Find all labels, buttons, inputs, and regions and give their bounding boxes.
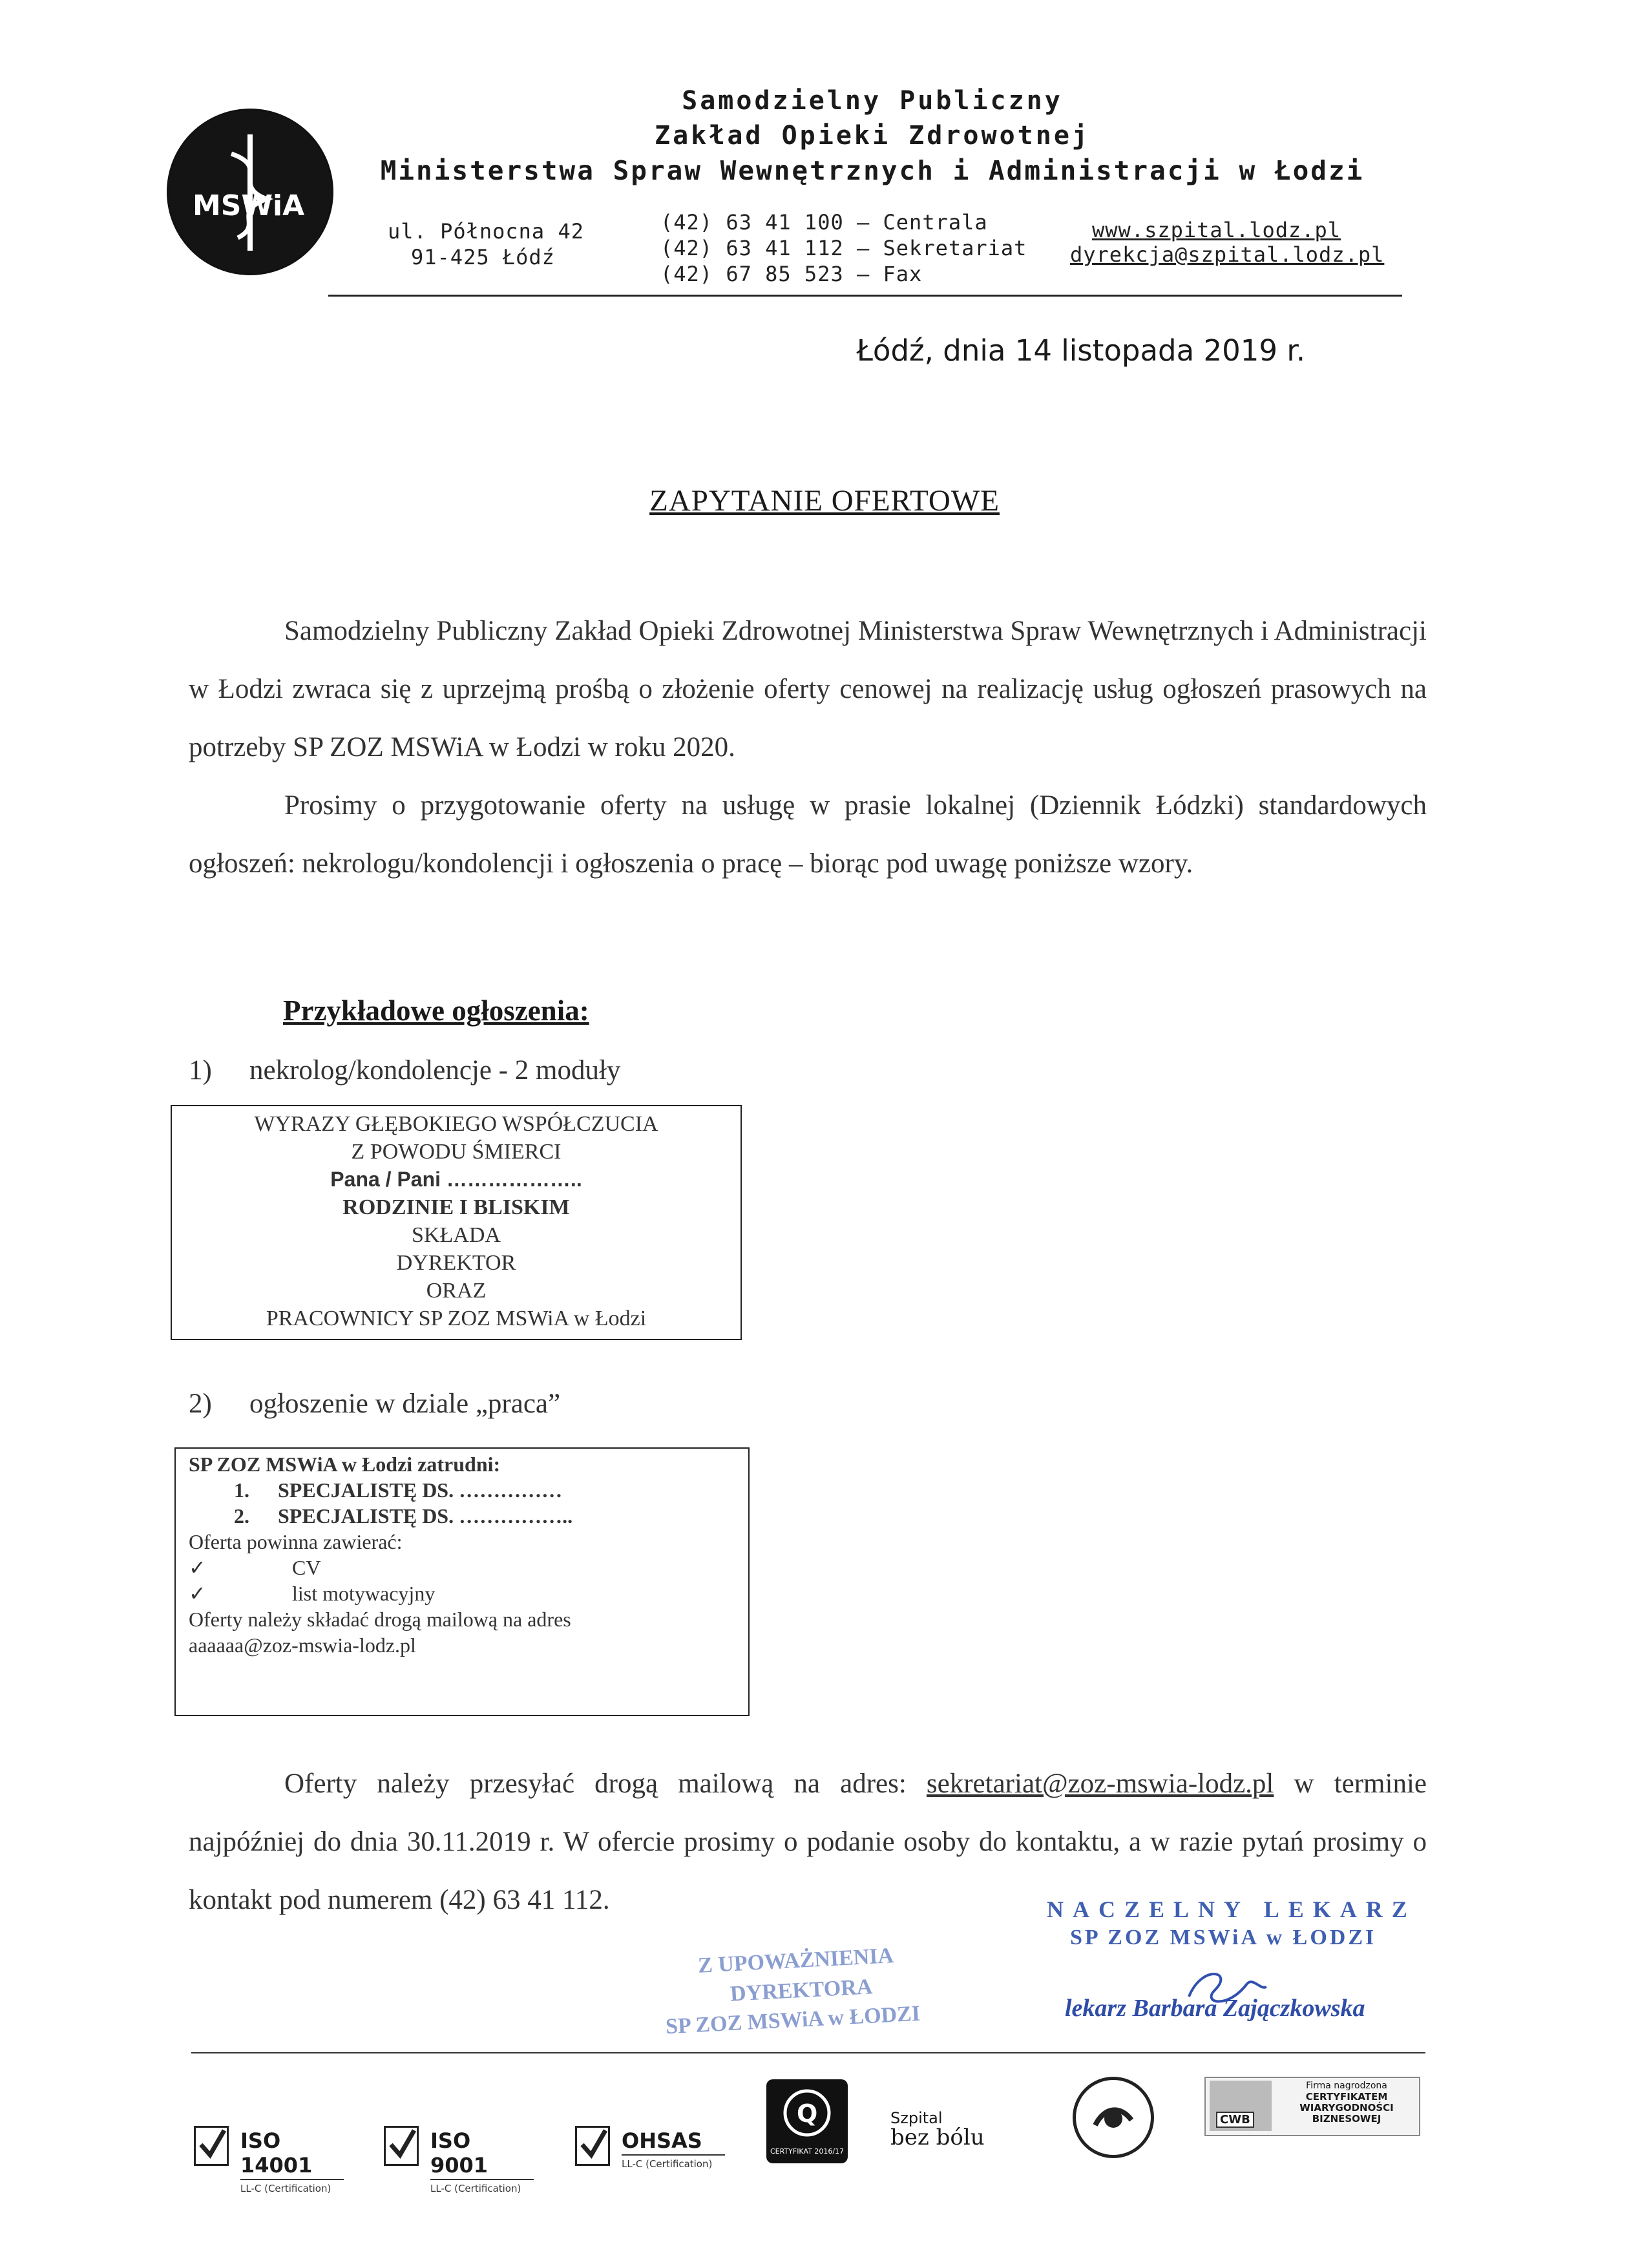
org-name-line1: Samodzielny Publiczny <box>682 86 1063 116</box>
job-ad-line-6: list motywacyjny <box>292 1582 436 1605</box>
job-ad-number-1: 1. <box>234 1478 249 1502</box>
closing-text-end: w terminie najpóźniej do dnia 30.11.2019 r. W ofercie prosimy o podanie osoby do kontaktu, a w razie pytań prosimy o kontakt pod numerem (42) 63 41 112. <box>189 1769 1427 1915</box>
szpital-bez-bolu-line1: Szpital <box>890 2109 943 2127</box>
checkbox-icon <box>575 2126 610 2166</box>
obituary-line-5: SKŁADA <box>412 1223 501 1247</box>
quality-cert-badge <box>766 2079 848 2163</box>
cert-iso14001-title: ISO 14001 <box>240 2128 313 2178</box>
signatory-name: lekarz Barbara Zajączkowska <box>1065 1995 1365 2022</box>
example-item-1-number: 1) <box>189 1055 212 1086</box>
mswia-logo <box>167 109 333 275</box>
example-item-1 <box>189 1055 620 1086</box>
phone-sekretariat: (42) 63 41 112 – Sekretariat <box>660 236 1027 260</box>
submission-email-link[interactable]: sekretariat@zoz-mswia-lodz.pl <box>926 1769 1274 1799</box>
job-ad-template-box <box>174 1447 750 1716</box>
stamp-authorization-line3: SP ZOZ MSWiA w ŁODZI <box>665 2001 921 2039</box>
cert-iso9001-sub: LL-C (Certification) <box>430 2183 521 2194</box>
cwb-line3: WIARYGODNOŚCI <box>1299 2102 1394 2114</box>
checkmark-icon: ✓ <box>189 1556 206 1579</box>
obituary-line-1: WYRAZY GŁĘBOKIEGO WSPÓŁCZUCIA <box>254 1112 658 1136</box>
document-title: ZAPYTANIE OFERTOWE <box>649 484 1000 518</box>
header-divider <box>328 295 1402 297</box>
email-link[interactable]: dyrekcja@szpital.lodz.pl <box>1070 242 1385 267</box>
job-ad-line-4: Oferta powinna zawierać: <box>189 1530 403 1553</box>
job-ad-line-2: SPECJALISTĘ DS. …………… <box>278 1478 563 1502</box>
examples-heading: Przykładowe ogłoszenia: <box>283 994 589 1027</box>
cwb-badge: CWB <box>1216 2112 1254 2128</box>
intro-paragraph-1: Samodzielny Publiczny Zakład Opieki Zdrowotnej Ministerstwa Spraw Wewnętrznych i Administracji w Łodzi zwraca się z uprzejmą prośbą o złożenie oferty cenowej na realizację usług ogłoszeń prasowych na potrzeby SP ZOZ MSWiA w Łodzi w roku 2020. <box>189 616 1427 762</box>
checkmark-icon: ✓ <box>189 1582 206 1605</box>
job-ad-line-1: SP ZOZ MSWiA w Łodzi zatrudni: <box>189 1453 501 1476</box>
example-item-2-number: 2) <box>189 1389 212 1419</box>
address-street: ul. Północna 42 <box>388 219 584 244</box>
job-ad-line-7: Oferty należy składać drogą mailową na adres <box>189 1608 571 1631</box>
job-ad-line-5: CV <box>292 1556 321 1579</box>
org-name-line2: Zakład Opieki Zdrowotnej <box>655 121 1090 151</box>
stamp-chief-doctor-title: NACZELNY LEKARZ <box>1047 1896 1416 1922</box>
obituary-line-6: DYREKTOR <box>396 1251 516 1275</box>
szpital-bez-bolu-line2: bez bólu <box>890 2125 985 2150</box>
cert-iso14001-sub: LL-C (Certification) <box>240 2183 331 2194</box>
svg-text:Q: Q <box>797 2099 818 2128</box>
cert-ohsas-sub: LL-C (Certification) <box>622 2158 713 2170</box>
intro-paragraph-2: Prosimy o przygotowanie oferty na usługę w prasie lokalnej (Dziennik Łódzki) standardowych ogłoszeń: nekrologu/kondolencji i ogłoszenia o pracę – biorąc pod uwagę poniższe wzory. <box>189 790 1427 879</box>
example-item-2 <box>189 1388 560 1420</box>
cert-iso9001-title: ISO 9001 <box>430 2128 488 2178</box>
obituary-template-box <box>171 1105 742 1340</box>
cwb-line1: Firma nagrodzona <box>1306 2081 1387 2091</box>
example-item-2-text: ogłoszenie w dziale „praca” <box>249 1389 561 1419</box>
example-item-1-text: nekrolog/kondolencje - 2 moduły <box>249 1055 621 1086</box>
logo-text: MSWiA <box>193 189 305 222</box>
cert-ohsas-title: OHSAS <box>622 2128 702 2153</box>
cwb-certificate <box>1204 2077 1420 2136</box>
address-city: 91-425 Łódź <box>411 245 555 269</box>
phone-centrala: (42) 63 41 100 – Centrala <box>660 210 988 235</box>
checkbox-icon <box>194 2126 229 2166</box>
closing-text-start: Oferty należy przesyłać drogą mailową na adres: <box>284 1769 927 1799</box>
obituary-line-8: PRACOWNICY SP ZOZ MSWiA w Łodzi <box>266 1307 647 1330</box>
document-date: Łódź, dnia 14 listopada 2019 r. <box>856 333 1305 368</box>
obituary-line-3: Pana / Pani ……………….. <box>330 1168 582 1191</box>
obituary-line-2: Z POWODU ŚMIERCI <box>351 1140 562 1164</box>
szpital-bez-bolu-logo <box>890 2109 985 2150</box>
stamp-authorization-line2: DYREKTORA <box>730 1975 874 2006</box>
job-ad-line-8: aaaaaa@zoz-mswia-lodz.pl <box>189 1633 416 1657</box>
cwb-line2: CERTYFIKATEM <box>1305 2091 1388 2103</box>
phone-fax: (42) 67 85 523 – Fax <box>660 262 923 286</box>
checkbox-icon <box>384 2126 419 2166</box>
cwb-line4: BIZNESOWEJ <box>1312 2113 1381 2125</box>
stamp-chief-doctor-org: SP ZOZ MSWiA w ŁODZI <box>1070 1926 1377 1949</box>
footer-divider <box>191 2052 1425 2053</box>
website-link[interactable]: www.szpital.lodz.pl <box>1092 218 1341 242</box>
obituary-line-4: RODZINIE I BLISKIM <box>342 1195 570 1219</box>
job-ad-number-2: 2. <box>234 1504 249 1528</box>
intro-text <box>189 602 1427 893</box>
quality-cert-sub: CERTYFIKAT 2016/17 <box>770 2147 845 2156</box>
stamp-authorization-line1: Z UPOWAŻNIENIA <box>697 1944 894 1978</box>
org-name-line3: Ministerstwa Spraw Wewnętrznych i Administracji w Łodzi <box>380 155 1365 186</box>
round-cert-seal-icon <box>1073 2077 1154 2158</box>
job-ad-line-3: SPECJALISTĘ DS. …………….. <box>278 1504 573 1528</box>
obituary-line-7: ORAZ <box>426 1279 487 1303</box>
